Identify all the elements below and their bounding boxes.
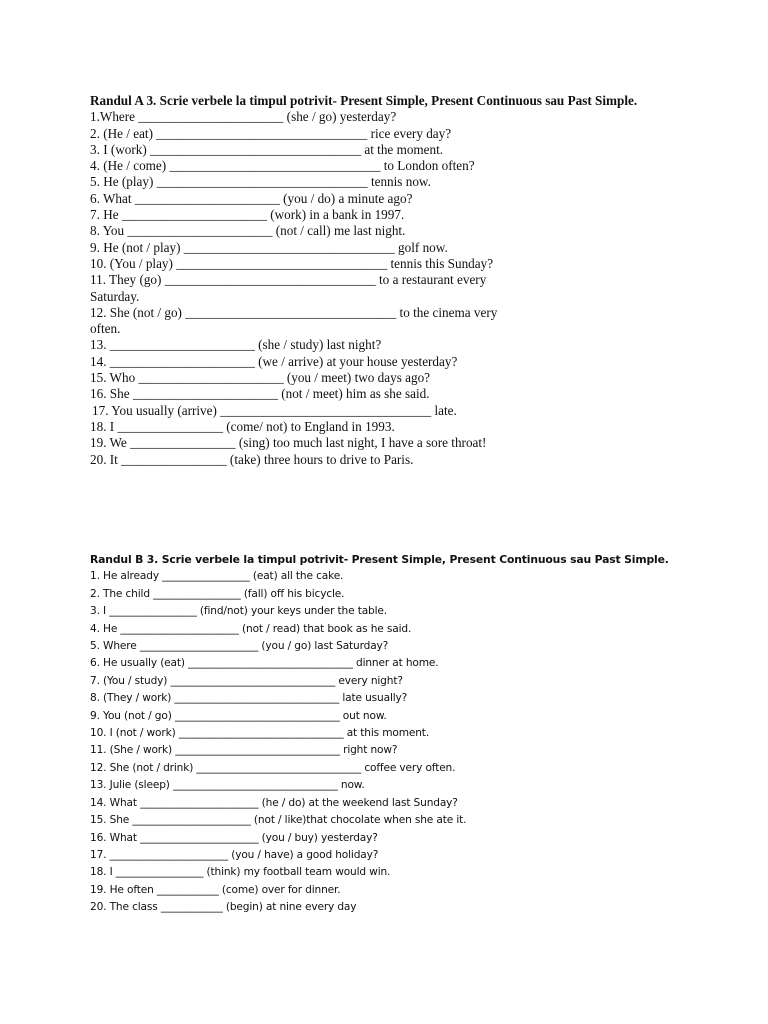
section-b-exercise-list: [90, 568, 730, 916]
exercise-item: 16. What _______________________ (you / buy) yesterday?: [90, 831, 378, 844]
exercise-item: 14. ______________________ (we / arrive) at your house yesterday?: [90, 353, 458, 369]
section-b: [90, 551, 730, 917]
exercise-item: 16. She ______________________ (not / meet) him as she said.: [90, 386, 430, 402]
exercise-item: 17. You usually (arrive) ________________________________ late.: [92, 402, 457, 418]
section-a-exercise-list: [90, 109, 730, 468]
exercise-item: 19. He often ____________ (come) over for dinner.: [90, 883, 341, 896]
exercise-item: 1. He already _________________ (eat) all the cake.: [90, 570, 344, 583]
section-a: [90, 93, 730, 468]
exercise-item: 6. What ______________________ (you / do) a minute ago?: [90, 190, 413, 206]
exercise-item: 19. We ________________ (sing) too much last night, I have a sore throat!: [90, 435, 487, 451]
exercise-item: 2. (He / eat) ________________________________ rice every day?: [90, 125, 452, 141]
exercise-item: 7. He ______________________ (work) in a bank in 1997.: [90, 207, 405, 223]
exercise-item: 3. I (work) ________________________________ at the moment.: [90, 141, 444, 157]
exercise-item: 12. She (not / drink) ________________________________ coffee very often.: [90, 761, 456, 774]
exercise-item: 6. He usually (eat) ________________________________ dinner at home.: [90, 657, 439, 670]
exercise-item: 11. (She / work) ________________________________ right now?: [90, 744, 398, 757]
exercise-item: 5. Where _______________________ (you / go) last Saturday?: [90, 640, 389, 653]
exercise-item: 15. She _______________________ (not / like)that chocolate when she ate it.: [90, 814, 467, 827]
exercise-item: 4. (He / come) ________________________________ to London often?: [90, 158, 475, 174]
exercise-item: 8. (They / work) ________________________________ late usually?: [90, 692, 408, 705]
exercise-item: 5. He (play) ________________________________ tennis now.: [90, 174, 431, 190]
exercise-item: 9. You (not / go) ________________________________ out now.: [90, 709, 387, 722]
section-a-title: Randul A 3. Scrie verbele la timpul potrivit- Present Simple, Present Continuous sau Past Simple.: [90, 93, 638, 108]
exercise-item: 12. She (not / go) ________________________________ to the cinema very often.: [90, 304, 498, 337]
exercise-item: 13. ______________________ (she / study) last night?: [90, 337, 382, 353]
exercise-item: 7. (You / study) ________________________________ every night?: [90, 674, 403, 687]
exercise-item: 18. I _________________ (think) my football team would win.: [90, 866, 391, 879]
exercise-item: 15. Who ______________________ (you / meet) two days ago?: [90, 370, 431, 386]
exercise-item: 11. They (go) ________________________________ to a restaurant every Saturday.: [90, 272, 487, 304]
exercise-item: 14. What _______________________ (he / do) at the weekend last Sunday?: [90, 796, 458, 809]
exercise-item: 10. I (not / work) ________________________________ at this moment.: [90, 727, 430, 740]
exercise-item: 2. The child _________________ (fall) off his bicycle.: [90, 587, 345, 600]
exercise-item: 8. You ______________________ (not / call) me last night.: [90, 223, 406, 239]
exercise-item: 18. I ________________ (come/ not) to England in 1993.: [90, 418, 395, 434]
exercise-item: 17. _______________________ (you / have) a good holiday?: [90, 848, 379, 861]
exercise-item: 3. I _________________ (find/not) your keys under the table.: [90, 605, 388, 618]
section-b-title: Randul B 3. Scrie verbele la timpul potrivit- Present Simple, Present Continuous sau Past Simple.: [90, 553, 669, 566]
exercise-item: 10. (You / play) ________________________________ tennis this Sunday?: [90, 255, 494, 271]
exercise-item: 20. The class ____________ (begin) at nine every day: [90, 901, 357, 914]
exercise-item: 13. Julie (sleep) ________________________________ now.: [90, 779, 365, 792]
exercise-item: 9. He (not / play) ________________________________ golf now.: [90, 239, 448, 255]
exercise-item: 1.Where ______________________ (she / go) yesterday?: [90, 109, 397, 125]
exercise-item: 4. He _______________________ (not / read) that book as he said.: [90, 622, 412, 635]
exercise-item: 20. It ________________ (take) three hours to drive to Paris.: [90, 451, 414, 467]
